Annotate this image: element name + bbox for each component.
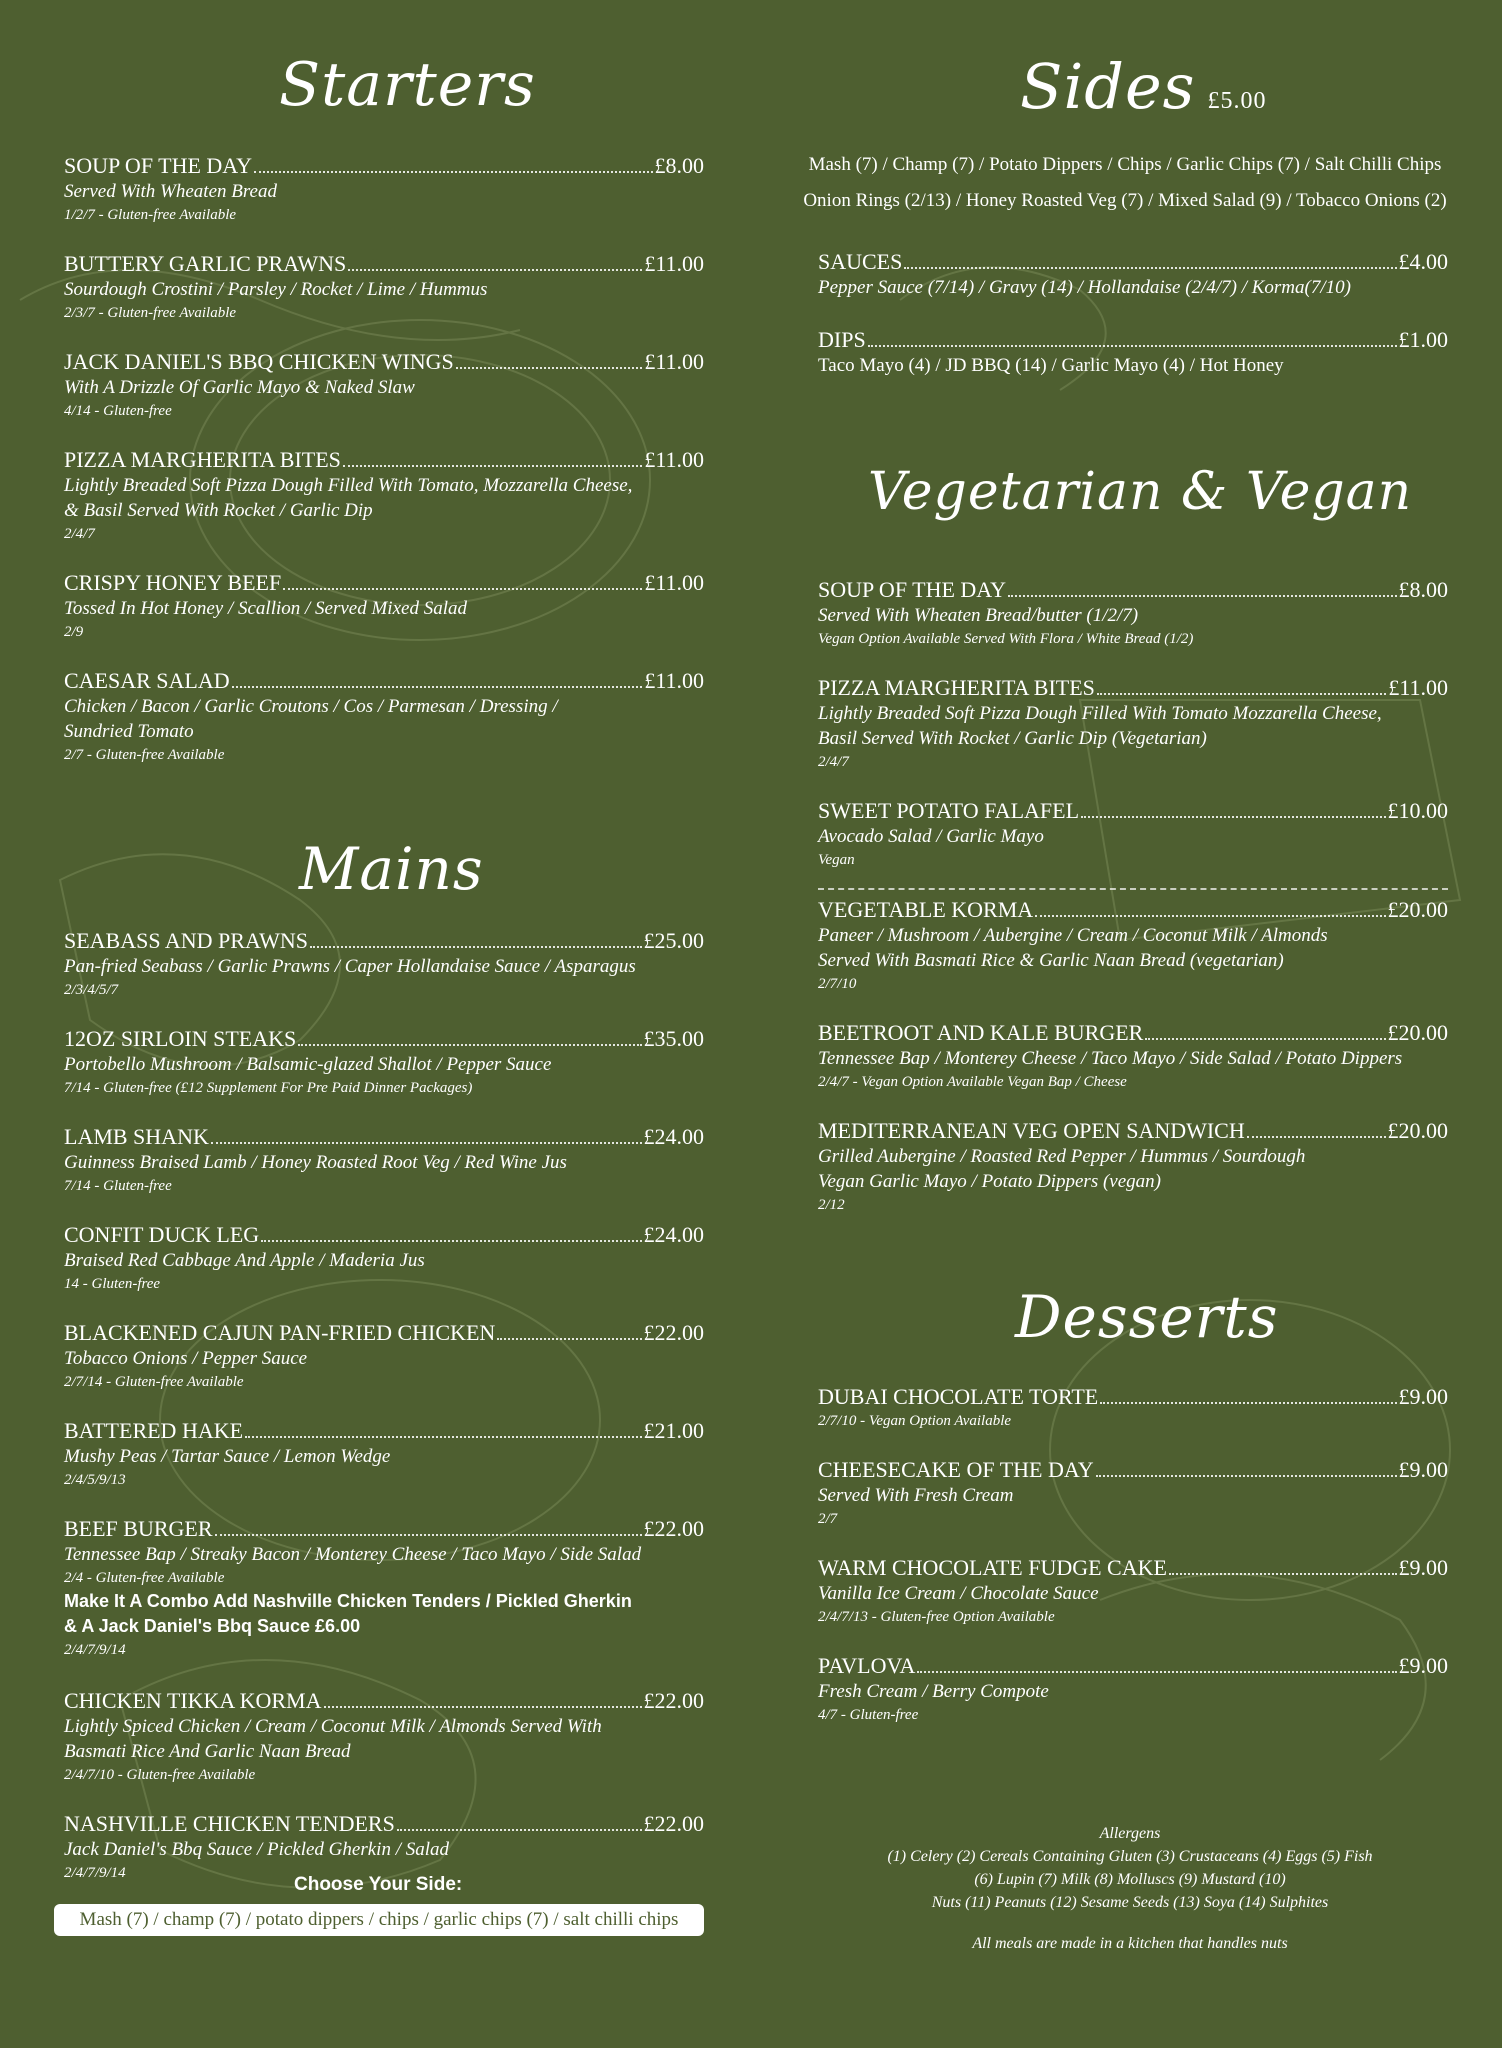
item-allergen-note: 2/4 - Gluten-free Available xyxy=(64,1570,225,1586)
allergens-line: (6) Lupin (7) Milk (8) Molluscs (9) Mustard (10) xyxy=(974,1871,1286,1888)
item-price: £20.00 xyxy=(1387,1118,1448,1143)
mains-title: Mains xyxy=(299,835,484,903)
menu-item xyxy=(818,798,1448,871)
item-allergen-note: Vegan Option Available Served With Flora / White Bread (1/2) xyxy=(818,631,1194,647)
item-name: SAUCES xyxy=(818,249,903,274)
allergens-info xyxy=(790,1822,1470,1955)
item-description: & Basil Served With Rocket / Garlic Dip xyxy=(64,500,373,521)
choose-side-label: Choose Your Side: xyxy=(294,1874,463,1895)
item-description: Lightly Breaded Soft Pizza Dough Filled With Tomato Mozzarella Cheese, xyxy=(818,703,1382,724)
item-allergen-note: 2/7/14 - Gluten-free Available xyxy=(64,1374,244,1390)
item-allergen-note: 7/14 - Gluten-free xyxy=(64,1178,172,1194)
item-name: DIPS xyxy=(818,327,866,352)
item-description: Fresh Cream / Berry Compote xyxy=(818,1681,1049,1702)
item-allergen-note: 2/7 xyxy=(818,1511,838,1527)
item-price: £11.00 xyxy=(644,570,704,595)
item-description: Lightly Spiced Chicken / Cream / Coconut Milk / Almonds Served With xyxy=(64,1716,602,1737)
item-price: £9.00 xyxy=(1398,1653,1448,1678)
item-allergen-note: 2/7/10 xyxy=(818,976,857,992)
allergens-title: Allergens xyxy=(1099,1825,1161,1842)
item-price: £20.00 xyxy=(1387,1020,1448,1045)
item-allergen-note: 1/2/7 - Gluten-free Available xyxy=(64,207,237,223)
item-price: £22.00 xyxy=(643,1688,704,1713)
menu-item xyxy=(64,349,704,422)
item-description: Mushy Peas / Tartar Sauce / Lemon Wedge xyxy=(64,1446,391,1467)
menu-item xyxy=(818,249,1448,300)
item-price: £8.00 xyxy=(1398,577,1448,602)
menu-item xyxy=(64,1516,704,1661)
item-description: Served With Fresh Cream xyxy=(818,1485,1014,1506)
item-description: Tobacco Onions / Pepper Sauce xyxy=(64,1348,308,1369)
nut-warning: All meals are made in a kitchen that handles nuts xyxy=(972,1935,1288,1952)
item-description: Grilled Aubergine / Roasted Red Pepper / Hummus / Sourdough xyxy=(818,1146,1306,1167)
item-name: CAESAR SALAD xyxy=(64,668,230,693)
item-name: JACK DANIEL'S BBQ CHICKEN WINGS xyxy=(64,349,454,374)
item-price: £9.00 xyxy=(1398,1555,1448,1580)
item-allergen-note: 2/4/5/9/13 xyxy=(64,1472,126,1488)
sides-list-line: Mash (7) / Champ (7) / Potato Dippers / Chips / Garlic Chips (7) / Salt Chilli Chips xyxy=(808,154,1442,175)
menu-item xyxy=(818,327,1448,378)
menu-item xyxy=(818,1118,1448,1216)
item-name: PIZZA MARGHERITA BITES xyxy=(64,447,341,472)
item-description: Pan-fried Seabass / Garlic Prawns / Caper Hollandaise Sauce / Asparagus xyxy=(64,956,636,977)
item-name: BATTERED HAKE xyxy=(64,1418,244,1443)
menu-item xyxy=(64,1222,704,1295)
menu-item xyxy=(64,1026,704,1099)
vegetarian-title: Vegetarian & Vegan xyxy=(868,462,1413,522)
item-allergen-note: 2/4/7/13 - Gluten-free Option Available xyxy=(818,1609,1055,1625)
menu-item xyxy=(818,1457,1448,1530)
item-price: £11.00 xyxy=(644,349,704,374)
item-price: £25.00 xyxy=(643,928,704,953)
item-description: Lightly Breaded Soft Pizza Dough Filled With Tomato, Mozzarella Cheese, xyxy=(64,475,633,496)
item-price: £22.00 xyxy=(643,1320,704,1345)
item-description: Vanilla Ice Cream / Chocolate Sauce xyxy=(818,1583,1099,1604)
item-description: Braised Red Cabbage And Apple / Maderia Jus xyxy=(64,1250,425,1271)
item-allergen-note: 4/7 - Gluten-free xyxy=(818,1707,919,1723)
menu-item xyxy=(64,251,704,324)
item-allergen-note: Vegan xyxy=(818,852,855,868)
desserts-title: Desserts xyxy=(1015,1283,1279,1351)
item-description: Chicken / Bacon / Garlic Croutons / Cos / Parmesan / Dressing / xyxy=(64,696,558,717)
item-price: £9.00 xyxy=(1398,1457,1448,1482)
item-name: SWEET POTATO FALAFEL xyxy=(818,798,1080,823)
item-name: SEABASS AND PRAWNS xyxy=(64,928,308,953)
menu-item xyxy=(818,675,1448,773)
sides-title xyxy=(1020,50,1267,123)
item-description: Served With Wheaten Bread xyxy=(64,181,277,202)
allergens-line: Nuts (11) Peanuts (12) Sesame Seeds (13) Soya (14) Sulphites xyxy=(931,1894,1329,1911)
item-name: SOUP OF THE DAY xyxy=(818,577,1007,602)
item-allergen-note: 2/4/7/9/14 xyxy=(64,1865,126,1881)
item-description: Jack Daniel's Bbq Sauce / Pickled Gherkin / Salad xyxy=(64,1839,450,1860)
item-allergen-note: 14 - Gluten-free xyxy=(64,1276,161,1292)
item-allergen-note: 4/14 - Gluten-free xyxy=(64,403,172,419)
item-description: Pepper Sauce (7/14) / Gravy (14) / Hollandaise (2/4/7) / Korma(7/10) xyxy=(818,277,1351,298)
combo-offer: Make It A Combo Add Nashville Chicken Tenders / Pickled Gherkin xyxy=(64,1591,632,1611)
item-price: £22.00 xyxy=(643,1516,704,1541)
item-description: Avocado Salad / Garlic Mayo xyxy=(818,826,1044,847)
menu-item xyxy=(64,1320,704,1393)
item-description: Served With Wheaten Bread/butter (1/2/7) xyxy=(818,605,1139,626)
menu-item xyxy=(64,668,704,766)
menu-item xyxy=(64,1688,704,1786)
item-name: VEGETABLE KORMA xyxy=(818,897,1034,922)
menu-item xyxy=(64,1124,704,1197)
item-name: SOUP OF THE DAY xyxy=(64,153,253,178)
menu-item xyxy=(64,570,704,643)
item-name: NASHVILLE CHICKEN TENDERS xyxy=(64,1811,395,1836)
item-allergen-note: 7/14 - Gluten-free (£12 Supplement For Pre Paid Dinner Packages) xyxy=(64,1080,473,1096)
item-price: £11.00 xyxy=(644,668,704,693)
item-name: CHICKEN TIKKA KORMA xyxy=(64,1688,322,1713)
item-description: Tennessee Bap / Streaky Bacon / Monterey Cheese / Taco Mayo / Side Salad xyxy=(64,1544,642,1565)
item-price: £8.00 xyxy=(654,153,704,178)
menu-item xyxy=(64,928,704,1001)
starters-title: Starters xyxy=(279,50,536,120)
item-name: CHEESECAKE OF THE DAY xyxy=(818,1457,1094,1482)
item-price: £11.00 xyxy=(644,447,704,472)
item-price: £1.00 xyxy=(1398,327,1448,352)
menu-item xyxy=(818,1653,1448,1726)
item-price: £24.00 xyxy=(643,1124,704,1149)
item-description: Basil Served With Rocket / Garlic Dip (Vegetarian) xyxy=(818,728,1207,749)
item-price: £24.00 xyxy=(643,1222,704,1247)
item-allergen-note: 2/4/7/9/14 xyxy=(64,1642,126,1658)
item-name: BEEF BURGER xyxy=(64,1516,213,1541)
item-allergen-note: 2/3/7 - Gluten-free Available xyxy=(64,305,237,321)
item-name: CRISPY HONEY BEEF xyxy=(64,570,282,595)
item-price: £11.00 xyxy=(1388,675,1448,700)
item-name: BEETROOT AND KALE BURGER xyxy=(818,1020,1144,1045)
menu-item xyxy=(64,1418,704,1491)
item-description: Tossed In Hot Honey / Scallion / Served Mixed Salad xyxy=(64,598,467,619)
item-description: Tennessee Bap / Monterey Cheese / Taco Mayo / Side Salad / Potato Dippers xyxy=(818,1048,1403,1069)
item-price: £35.00 xyxy=(643,1026,704,1051)
item-description: Sourdough Crostini / Parsley / Rocket / Lime / Hummus xyxy=(64,279,488,300)
item-description: Portobello Mushroom / Balsamic-glazed Shallot / Pepper Sauce xyxy=(64,1054,552,1075)
sides-list-line: Onion Rings (2/13) / Honey Roasted Veg (7) / Mixed Salad (9) / Tobacco Onions (2) xyxy=(803,190,1447,211)
item-price: £22.00 xyxy=(643,1811,704,1836)
menu-item xyxy=(64,153,704,226)
menu-item xyxy=(818,1384,1448,1432)
item-name: DUBAI CHOCOLATE TORTE xyxy=(818,1384,1099,1409)
item-price: £4.00 xyxy=(1398,249,1448,274)
item-allergen-note: 2/4/7 - Vegan Option Available Vegan Bap / Cheese xyxy=(818,1074,1127,1090)
item-description: Basmati Rice And Garlic Naan Bread xyxy=(64,1741,351,1762)
item-allergen-note: 2/4/7/10 - Gluten-free Available xyxy=(64,1767,256,1783)
sides-title-text: Sides xyxy=(1020,50,1196,123)
menu-item xyxy=(818,577,1448,650)
item-description: Taco Mayo (4) / JD BBQ (14) / Garlic Mayo (4) / Hot Honey xyxy=(818,355,1284,376)
item-price: £21.00 xyxy=(643,1418,704,1443)
combo-offer: & A Jack Daniel's Bbq Sauce £6.00 xyxy=(64,1616,361,1636)
item-name: BLACKENED CAJUN PAN-FRIED CHICKEN xyxy=(64,1320,496,1345)
allergens-line: (1) Celery (2) Cereals Containing Gluten (3) Crustaceans (4) Eggs (5) Fish xyxy=(887,1848,1373,1865)
item-name: WARM CHOCOLATE FUDGE CAKE xyxy=(818,1555,1167,1580)
item-allergen-note: 2/3/4/5/7 xyxy=(64,982,119,998)
choose-side-options: Mash (7) / champ (7) / potato dippers / chips / garlic chips (7) / salt chilli chips xyxy=(54,1904,704,1936)
item-description: Served With Basmati Rice & Garlic Naan Bread (vegetarian) xyxy=(818,950,1284,971)
item-name: MEDITERRANEAN VEG OPEN SANDWICH xyxy=(818,1118,1245,1143)
item-allergen-note: 2/7 - Gluten-free Available xyxy=(64,747,225,763)
item-name: CONFIT DUCK LEG xyxy=(64,1222,260,1247)
item-description: Paneer / Mushroom / Aubergine / Cream / Coconut Milk / Almonds xyxy=(818,925,1328,946)
item-name: 12OZ SIRLOIN STEAKS xyxy=(64,1026,297,1051)
item-name: PAVLOVA xyxy=(818,1653,916,1678)
menu-item xyxy=(818,1020,1448,1093)
section-divider xyxy=(818,888,1448,890)
item-description: Vegan Garlic Mayo / Potato Dippers (vegan) xyxy=(818,1171,1161,1192)
item-description: With A Drizzle Of Garlic Mayo & Naked Slaw xyxy=(64,377,415,398)
sides-price: £5.00 xyxy=(1207,88,1267,114)
item-allergen-note: 2/4/7 xyxy=(818,754,849,770)
menu-item xyxy=(818,1555,1448,1628)
item-description: Sundried Tomato xyxy=(64,721,194,742)
menu-item xyxy=(818,897,1448,995)
item-price: £11.00 xyxy=(644,251,704,276)
item-allergen-note: 2/7/10 - Vegan Option Available xyxy=(818,1413,1012,1429)
item-allergen-note: 2/9 xyxy=(64,624,84,640)
item-price: £10.00 xyxy=(1387,798,1448,823)
item-allergen-note: 2/12 xyxy=(818,1197,845,1213)
menu-item xyxy=(64,447,704,545)
item-description: Guinness Braised Lamb / Honey Roasted Root Veg / Red Wine Jus xyxy=(64,1152,567,1173)
item-allergen-note: 2/4/7 xyxy=(64,526,95,542)
item-name: PIZZA MARGHERITA BITES xyxy=(818,675,1095,700)
item-price: £9.00 xyxy=(1398,1384,1448,1409)
item-name: LAMB SHANK xyxy=(64,1124,209,1149)
item-name: BUTTERY GARLIC PRAWNS xyxy=(64,251,347,276)
item-price: £20.00 xyxy=(1387,897,1448,922)
